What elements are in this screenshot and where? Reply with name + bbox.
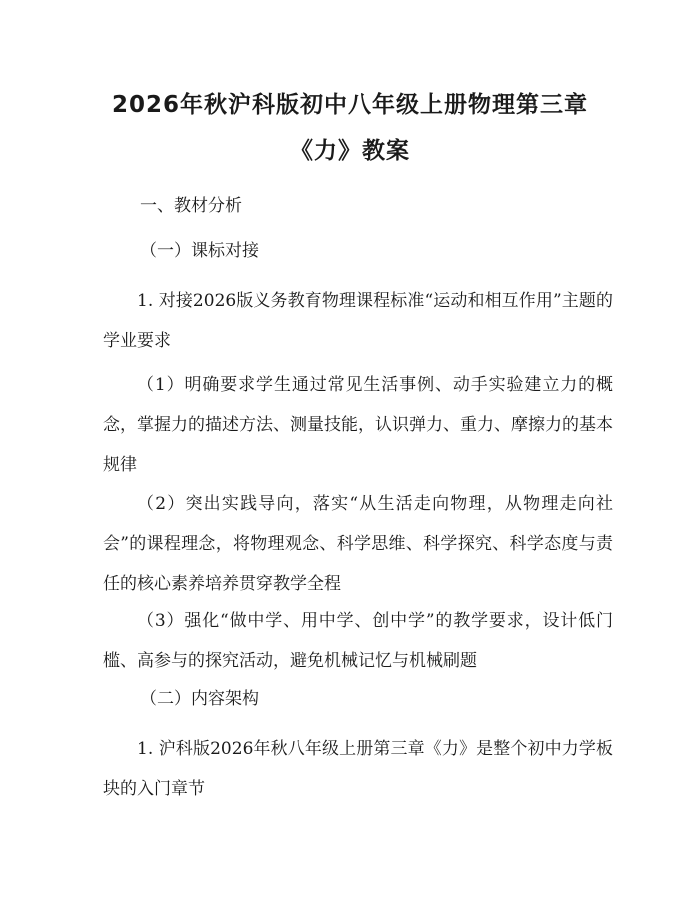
- sub-item-3: （3）强化“做中学、用中学、创中学”的教学要求，设计低门槛、高参与的探究活动，避免机械记忆与机械刷题: [103, 611, 613, 671]
- subsection-heading-curriculum: （一）课标对接: [140, 241, 259, 261]
- document-title-continued: 《力》教案: [290, 138, 410, 164]
- section-heading-textbook-analysis: 一、教材分析: [140, 196, 242, 216]
- subsection-heading-content-structure: （二）内容架构: [140, 689, 259, 709]
- numbered-item-1: 1. 对接2026版义务教育物理课程标准“运动和相互作用”主题的学业要求: [103, 291, 613, 351]
- sub-item-2: （2）突出实践导向，落实“从生活走向物理，从物理走向社会”的课程理念，将物理观念、科学思维、科学探究、科学态度与责任的核心素养培养贯穿教学全程: [103, 494, 613, 594]
- sub-item-1: （1）明确要求学生通过常见生活事例、动手实验建立力的概念，掌握力的描述方法、测量技能，认识弹力、重力、摩擦力的基本规律: [103, 375, 613, 475]
- numbered-item-2: 1. 沪科版2026年秋八年级上册第三章《力》是整个初中力学板块的入门章节: [103, 739, 613, 799]
- document-title: 2026年秋沪科版初中八年级上册物理第三章: [111, 92, 588, 118]
